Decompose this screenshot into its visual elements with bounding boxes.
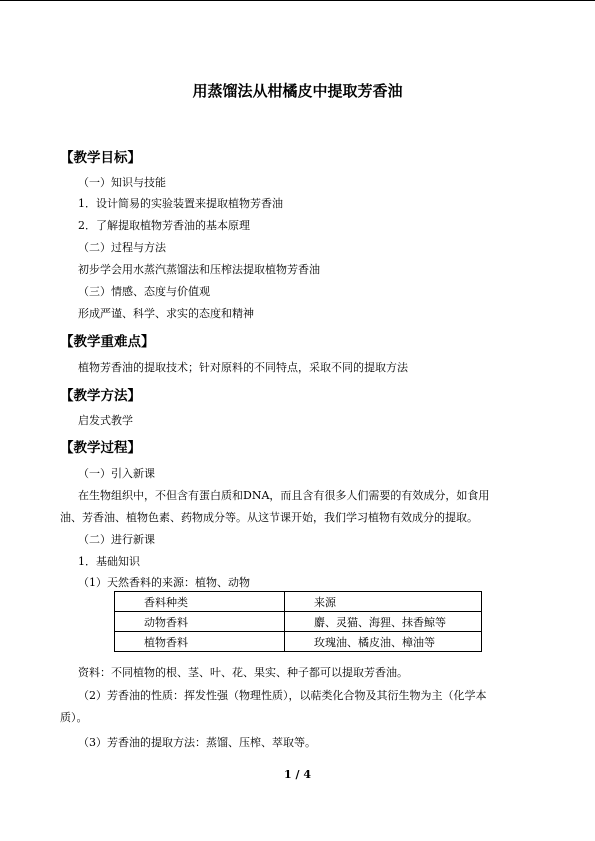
section-heading-process: 【教学过程】 xyxy=(60,440,141,456)
section-heading-key-points: 【教学重难点】 xyxy=(60,334,155,350)
process-intro-line-1: 在生物组织中，不但含有蛋白质和DNA，而且含有很多人们需要的有效成分，如食用 xyxy=(78,489,490,502)
page-number: 1 / 4 xyxy=(284,768,311,781)
goals-item-1: 1．设计简易的实验装置来提取植物芳香油 xyxy=(78,197,283,210)
table-row xyxy=(115,612,482,632)
process-source-heading: （1）天然香料的来源：植物、动物 xyxy=(78,576,250,589)
table-header-cell: 来源 xyxy=(285,592,482,612)
fragrance-source-table xyxy=(114,591,482,652)
goals-process-text: 初步学会用水蒸汽蒸馏法和压榨法提取植物芳香油 xyxy=(78,263,320,276)
goals-sub-knowledge: （一）知识与技能 xyxy=(78,176,166,189)
table-header-row xyxy=(115,592,482,612)
goals-sub-attitude: （三）情感、态度与价值观 xyxy=(78,285,210,298)
process-intro-line-2: 油、芳香油、植物色素、药物成分等。从这节课开始，我们学习植物有效成分的提取。 xyxy=(60,511,478,524)
process-extraction-methods: （3）芳香油的提取方法：蒸馏、压榨、萃取等。 xyxy=(78,736,316,749)
process-material-note: 资料：不同植物的根、茎、叶、花、果实、种子都可以提取芳香油。 xyxy=(78,666,408,679)
table-row xyxy=(115,632,482,652)
table-cell: 麝、灵猫、海狸、抹香鲸等 xyxy=(285,612,482,632)
goals-attitude-text: 形成严谨、科学、求实的态度和精神 xyxy=(78,307,254,320)
process-nature-line-1: （2）芳香油的性质：挥发性强（物理性质），以萜类化合物及其衍生物为主（化学本 xyxy=(78,689,487,702)
table-header-cell: 香料种类 xyxy=(115,592,285,612)
methods-text: 启发式教学 xyxy=(78,414,133,427)
top-border-line xyxy=(0,0,595,1)
table-cell: 动物香料 xyxy=(115,612,285,632)
document-title: 用蒸馏法从柑橘皮中提取芳香油 xyxy=(192,82,403,100)
process-sub-new-lesson: （二）进行新课 xyxy=(78,533,155,546)
process-basics: 1．基础知识 xyxy=(78,555,140,568)
section-heading-methods: 【教学方法】 xyxy=(60,388,141,404)
goals-item-2: 2．了解提取植物芳香油的基本原理 xyxy=(78,219,250,232)
table-cell: 玫瑰油、橘皮油、樟油等 xyxy=(285,632,482,652)
process-sub-intro: （一）引入新课 xyxy=(78,467,155,480)
goals-sub-process: （二）过程与方法 xyxy=(78,241,166,254)
key-points-text: 植物芳香油的提取技术；针对原料的不同特点，采取不同的提取方法 xyxy=(78,361,408,374)
process-nature-line-2: 质）。 xyxy=(60,711,88,724)
table-cell: 植物香料 xyxy=(115,632,285,652)
section-heading-goals: 【教学目标】 xyxy=(60,150,141,166)
